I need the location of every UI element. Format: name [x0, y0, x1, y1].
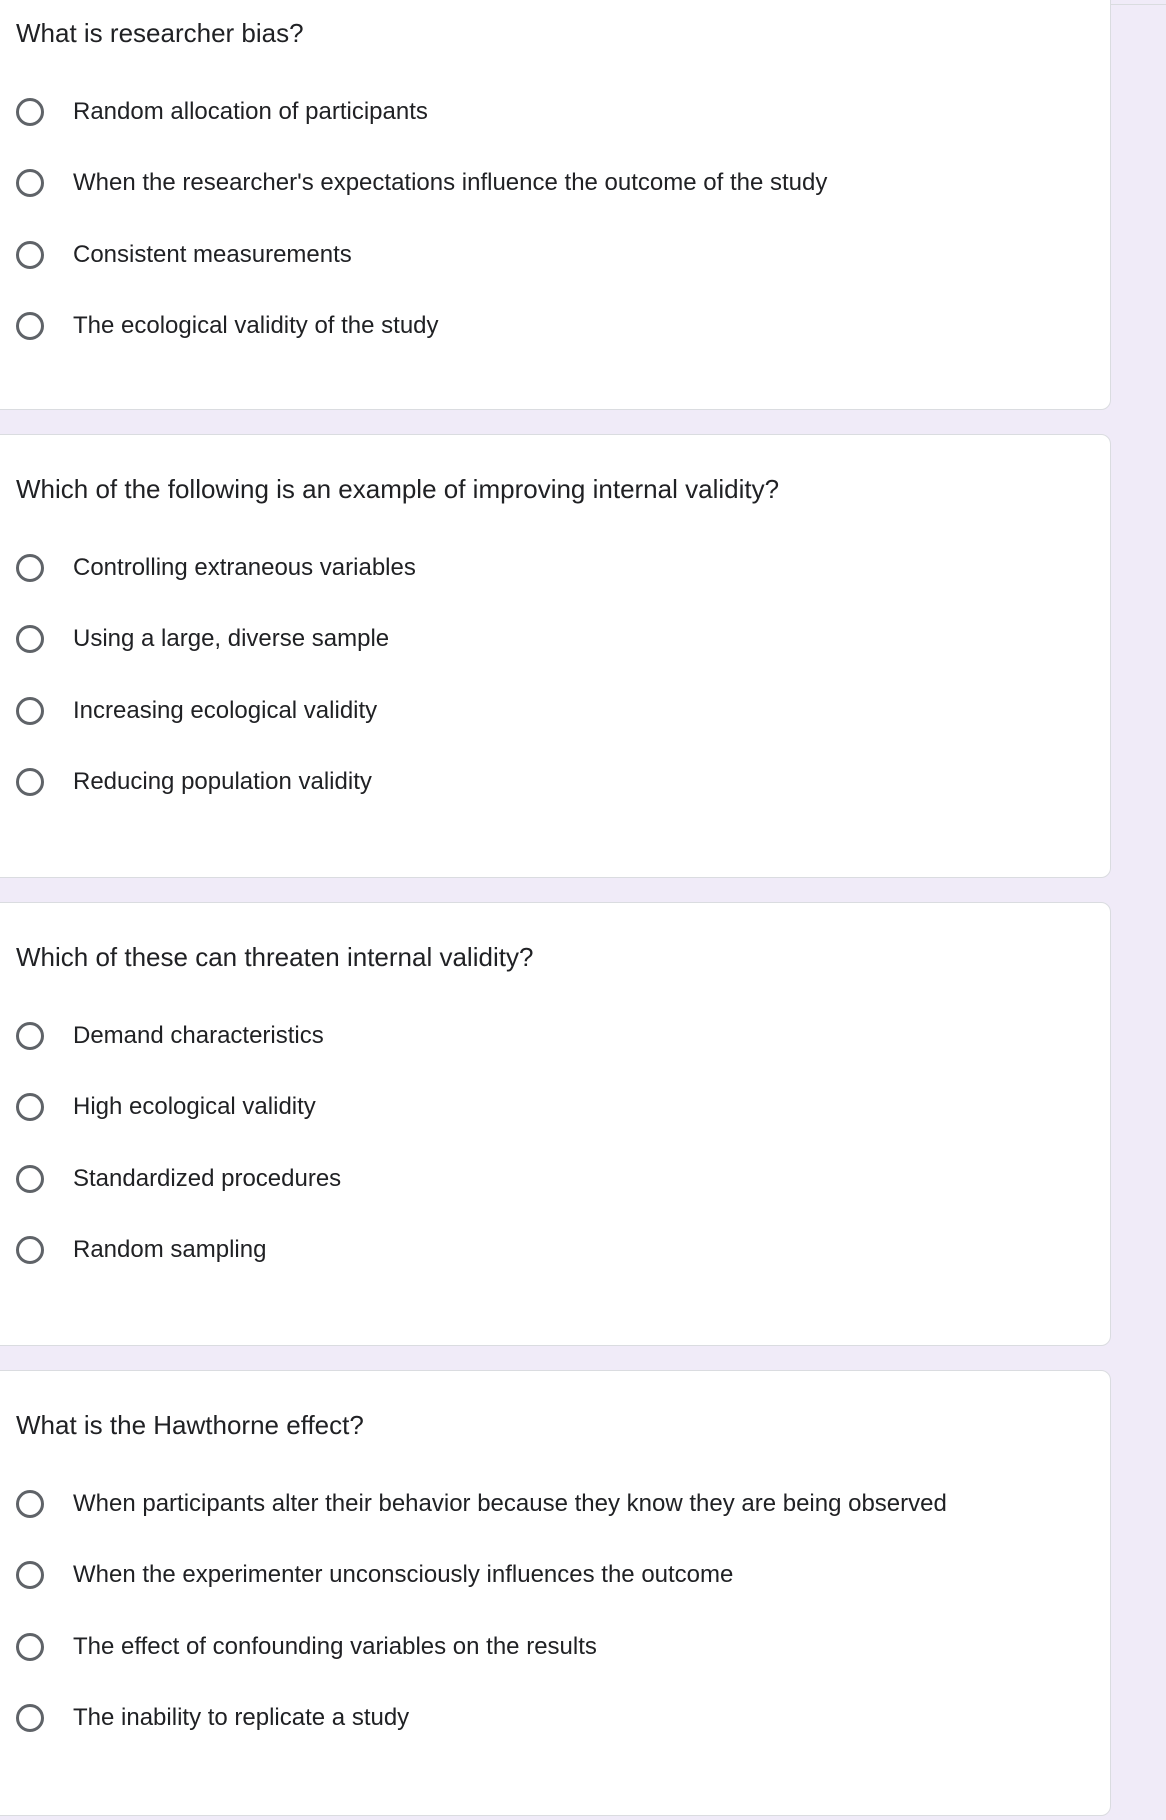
radio-option[interactable]: [16, 1143, 1110, 1215]
radio-option[interactable]: [16, 1468, 1110, 1540]
option-label: Consistent measurements: [73, 240, 352, 268]
radio-group: [16, 1000, 1110, 1286]
radio-unchecked-icon[interactable]: [16, 1633, 44, 1661]
radio-unchecked-icon[interactable]: [16, 768, 44, 796]
radio-unchecked-icon[interactable]: [16, 1490, 44, 1518]
option-label: Controlling extraneous variables: [73, 553, 416, 581]
radio-unchecked-icon[interactable]: [16, 241, 44, 269]
radio-option[interactable]: [16, 148, 1110, 220]
radio-unchecked-icon[interactable]: [16, 98, 44, 126]
question-title: What is researcher bias?: [16, 18, 304, 48]
radio-unchecked-icon[interactable]: [16, 312, 44, 340]
radio-option[interactable]: [16, 532, 1110, 604]
radio-unchecked-icon[interactable]: [16, 554, 44, 582]
radio-unchecked-icon[interactable]: [16, 1022, 44, 1050]
radio-unchecked-icon[interactable]: [16, 697, 44, 725]
radio-option[interactable]: [16, 76, 1110, 148]
question-card: [0, 1370, 1111, 1816]
option-label: Random allocation of participants: [73, 97, 428, 125]
question-title: What is the Hawthorne effect?: [16, 1410, 364, 1440]
radio-option[interactable]: [16, 219, 1110, 291]
radio-option[interactable]: [16, 1072, 1110, 1144]
radio-option[interactable]: [16, 1540, 1110, 1612]
radio-option[interactable]: [16, 1611, 1110, 1683]
radio-group: [16, 532, 1110, 818]
radio-option[interactable]: [16, 291, 1110, 363]
radio-unchecked-icon[interactable]: [16, 1165, 44, 1193]
radio-option[interactable]: [16, 675, 1110, 747]
question-card: [0, 902, 1111, 1346]
option-label: High ecological validity: [73, 1093, 316, 1121]
radio-option[interactable]: [16, 1683, 1110, 1755]
radio-option[interactable]: [16, 747, 1110, 819]
option-label: The inability to replicate a study: [73, 1704, 410, 1732]
radio-group: [16, 76, 1110, 362]
option-label: Standardized procedures: [73, 1164, 342, 1192]
radio-unchecked-icon[interactable]: [16, 1093, 44, 1121]
radio-unchecked-icon[interactable]: [16, 1704, 44, 1732]
option-label: The ecological validity of the study: [73, 312, 439, 340]
option-label: Using a large, diverse sample: [73, 625, 390, 653]
question-card: [0, 0, 1111, 410]
radio-unchecked-icon[interactable]: [16, 169, 44, 197]
option-label: When the researcher's expectations influence the outcome of the study: [73, 169, 828, 197]
question-card: [0, 434, 1111, 878]
option-label: Reducing population validity: [73, 768, 372, 796]
question-title: Which of these can threaten internal validity?: [16, 942, 534, 972]
radio-option[interactable]: [16, 1215, 1110, 1287]
radio-option[interactable]: [16, 1000, 1110, 1072]
option-label: Random sampling: [73, 1236, 267, 1264]
radio-group: [16, 1468, 1110, 1754]
option-label: Increasing ecological validity: [73, 696, 378, 724]
radio-option[interactable]: [16, 604, 1110, 676]
radio-unchecked-icon[interactable]: [16, 625, 44, 653]
radio-unchecked-icon[interactable]: [16, 1561, 44, 1589]
option-label: Demand characteristics: [73, 1021, 324, 1049]
question-title: Which of the following is an example of improving internal validity?: [16, 474, 780, 504]
option-label: The effect of confounding variables on the results: [73, 1632, 597, 1660]
radio-unchecked-icon[interactable]: [16, 1236, 44, 1264]
option-label: When the experimenter unconsciously influences the outcome: [73, 1561, 734, 1589]
option-label: When participants alter their behavior because they know they are being observed: [73, 1489, 947, 1517]
